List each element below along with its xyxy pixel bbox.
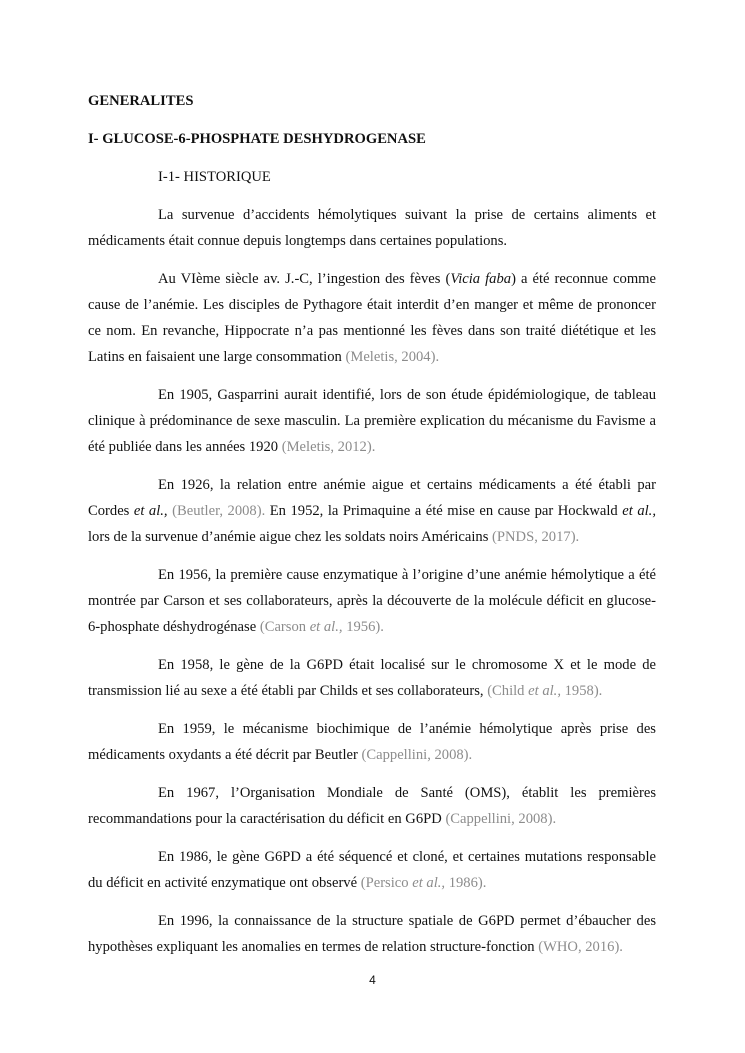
text-run: Au VIème siècle av. J.-C, l’ingestion des fèves (	[158, 271, 451, 287]
citation: et al.,	[412, 875, 446, 891]
paragraph	[88, 382, 656, 460]
document-page	[88, 88, 656, 972]
citation: (Child	[487, 683, 529, 699]
text-run: et al.,	[133, 503, 168, 519]
citation: 1986).	[445, 875, 487, 891]
text-run: Vicia faba	[450, 271, 512, 287]
paragraph	[88, 472, 656, 550]
section-heading: GENERALITES	[88, 93, 194, 109]
citation: et al.,	[309, 619, 343, 635]
citation: (Cappellini, 2008).	[445, 811, 557, 827]
paragraph	[88, 266, 656, 370]
text-run: ) a été reconnue comme cause de l’anémie. Les disciples de Pythagore était interdit d’en manger et même de prononcer ce nom. En revanche, Hippocrate n’a pas mentionné les fèves dans son traité diététique et les Latins en faisaient une large consommation	[88, 271, 657, 365]
text-run: et al.,	[622, 503, 656, 519]
text-run: En 1926, la relation entre anémie aigue et certains médicaments a été établi par Cordes	[88, 477, 656, 519]
paragraph	[88, 202, 656, 254]
citation: (Meletis, 2012).	[281, 439, 376, 455]
citation: 1956).	[342, 619, 384, 635]
text-run: En 1905, Gasparrini aurait identifié, lors de son étude épidémiologique, de tableau clinique à prédominance de sexe masculin. La première explication du mécanisme du Favisme a été publiée dans les années 1920	[88, 387, 656, 455]
citation: 1958).	[560, 683, 603, 699]
citation: (Cappellini, 2008).	[361, 747, 473, 763]
text-run: En 1952, la Primaquine a été mise en cause par Hockwald	[265, 503, 623, 519]
citation: (WHO, 2016).	[538, 939, 623, 955]
subsection-heading: I-1- HISTORIQUE	[158, 169, 271, 185]
citation: et al.,	[528, 683, 561, 699]
text-run: En 1986, le gène G6PD a été séquencé et cloné, et certaines mutations responsable du déficit en activité enzymatique ont observé	[88, 849, 656, 891]
text-run: En 1996, la connaissance de la structure spatiale de G6PD permet d’ébaucher des hypothèses expliquant les anomalies en termes de relation structure-fonction	[88, 913, 656, 955]
text-run: En 1959, le mécanisme biochimique de l’anémie hémolytique après prise des médicaments oxydants a été décrit par Beutler	[88, 721, 656, 763]
citation: (Meletis, 2004).	[345, 349, 440, 365]
paragraph	[88, 716, 656, 768]
paragraph	[88, 844, 656, 896]
citation: (Carson	[259, 619, 310, 635]
paragraph	[88, 562, 656, 640]
citation: (Beutler, 2008).	[172, 503, 266, 519]
paragraph	[88, 908, 656, 960]
text-run: En 1967, l’Organisation Mondiale de Santé (OMS), établit les premières recommandations pour la caractérisation du déficit en G6PD	[88, 785, 656, 827]
citation: (Persico	[360, 875, 413, 891]
paragraph	[88, 652, 656, 704]
text-run: En 1958, le gène de la G6PD était localisé sur le chromosome X et le mode de transmission lié au sexe a été établi par Childs et ses collaborateurs,	[88, 657, 656, 699]
chapter-heading: I- GLUCOSE-6-PHOSPHATE DESHYDROGENASE	[88, 131, 426, 147]
text-run: En 1956, la première cause enzymatique à l’origine d’une anémie hémolytique a été montrée par Carson et ses collaborateurs, après la découverte de la molécule déficit en glucose-6-phosphate déshydrogénase	[88, 567, 656, 635]
text-run: La survenue d’accidents hémolytiques suivant la prise de certains aliments et médicaments était connue depuis longtemps dans certaines populations.	[88, 207, 656, 249]
body-text	[88, 202, 656, 960]
page-number: 4	[369, 973, 376, 987]
paragraph	[88, 780, 656, 832]
citation: (PNDS, 2017).	[492, 529, 580, 545]
text-run: lors de la survenue d’anémie aigue chez les soldats noirs Américains	[88, 529, 493, 545]
